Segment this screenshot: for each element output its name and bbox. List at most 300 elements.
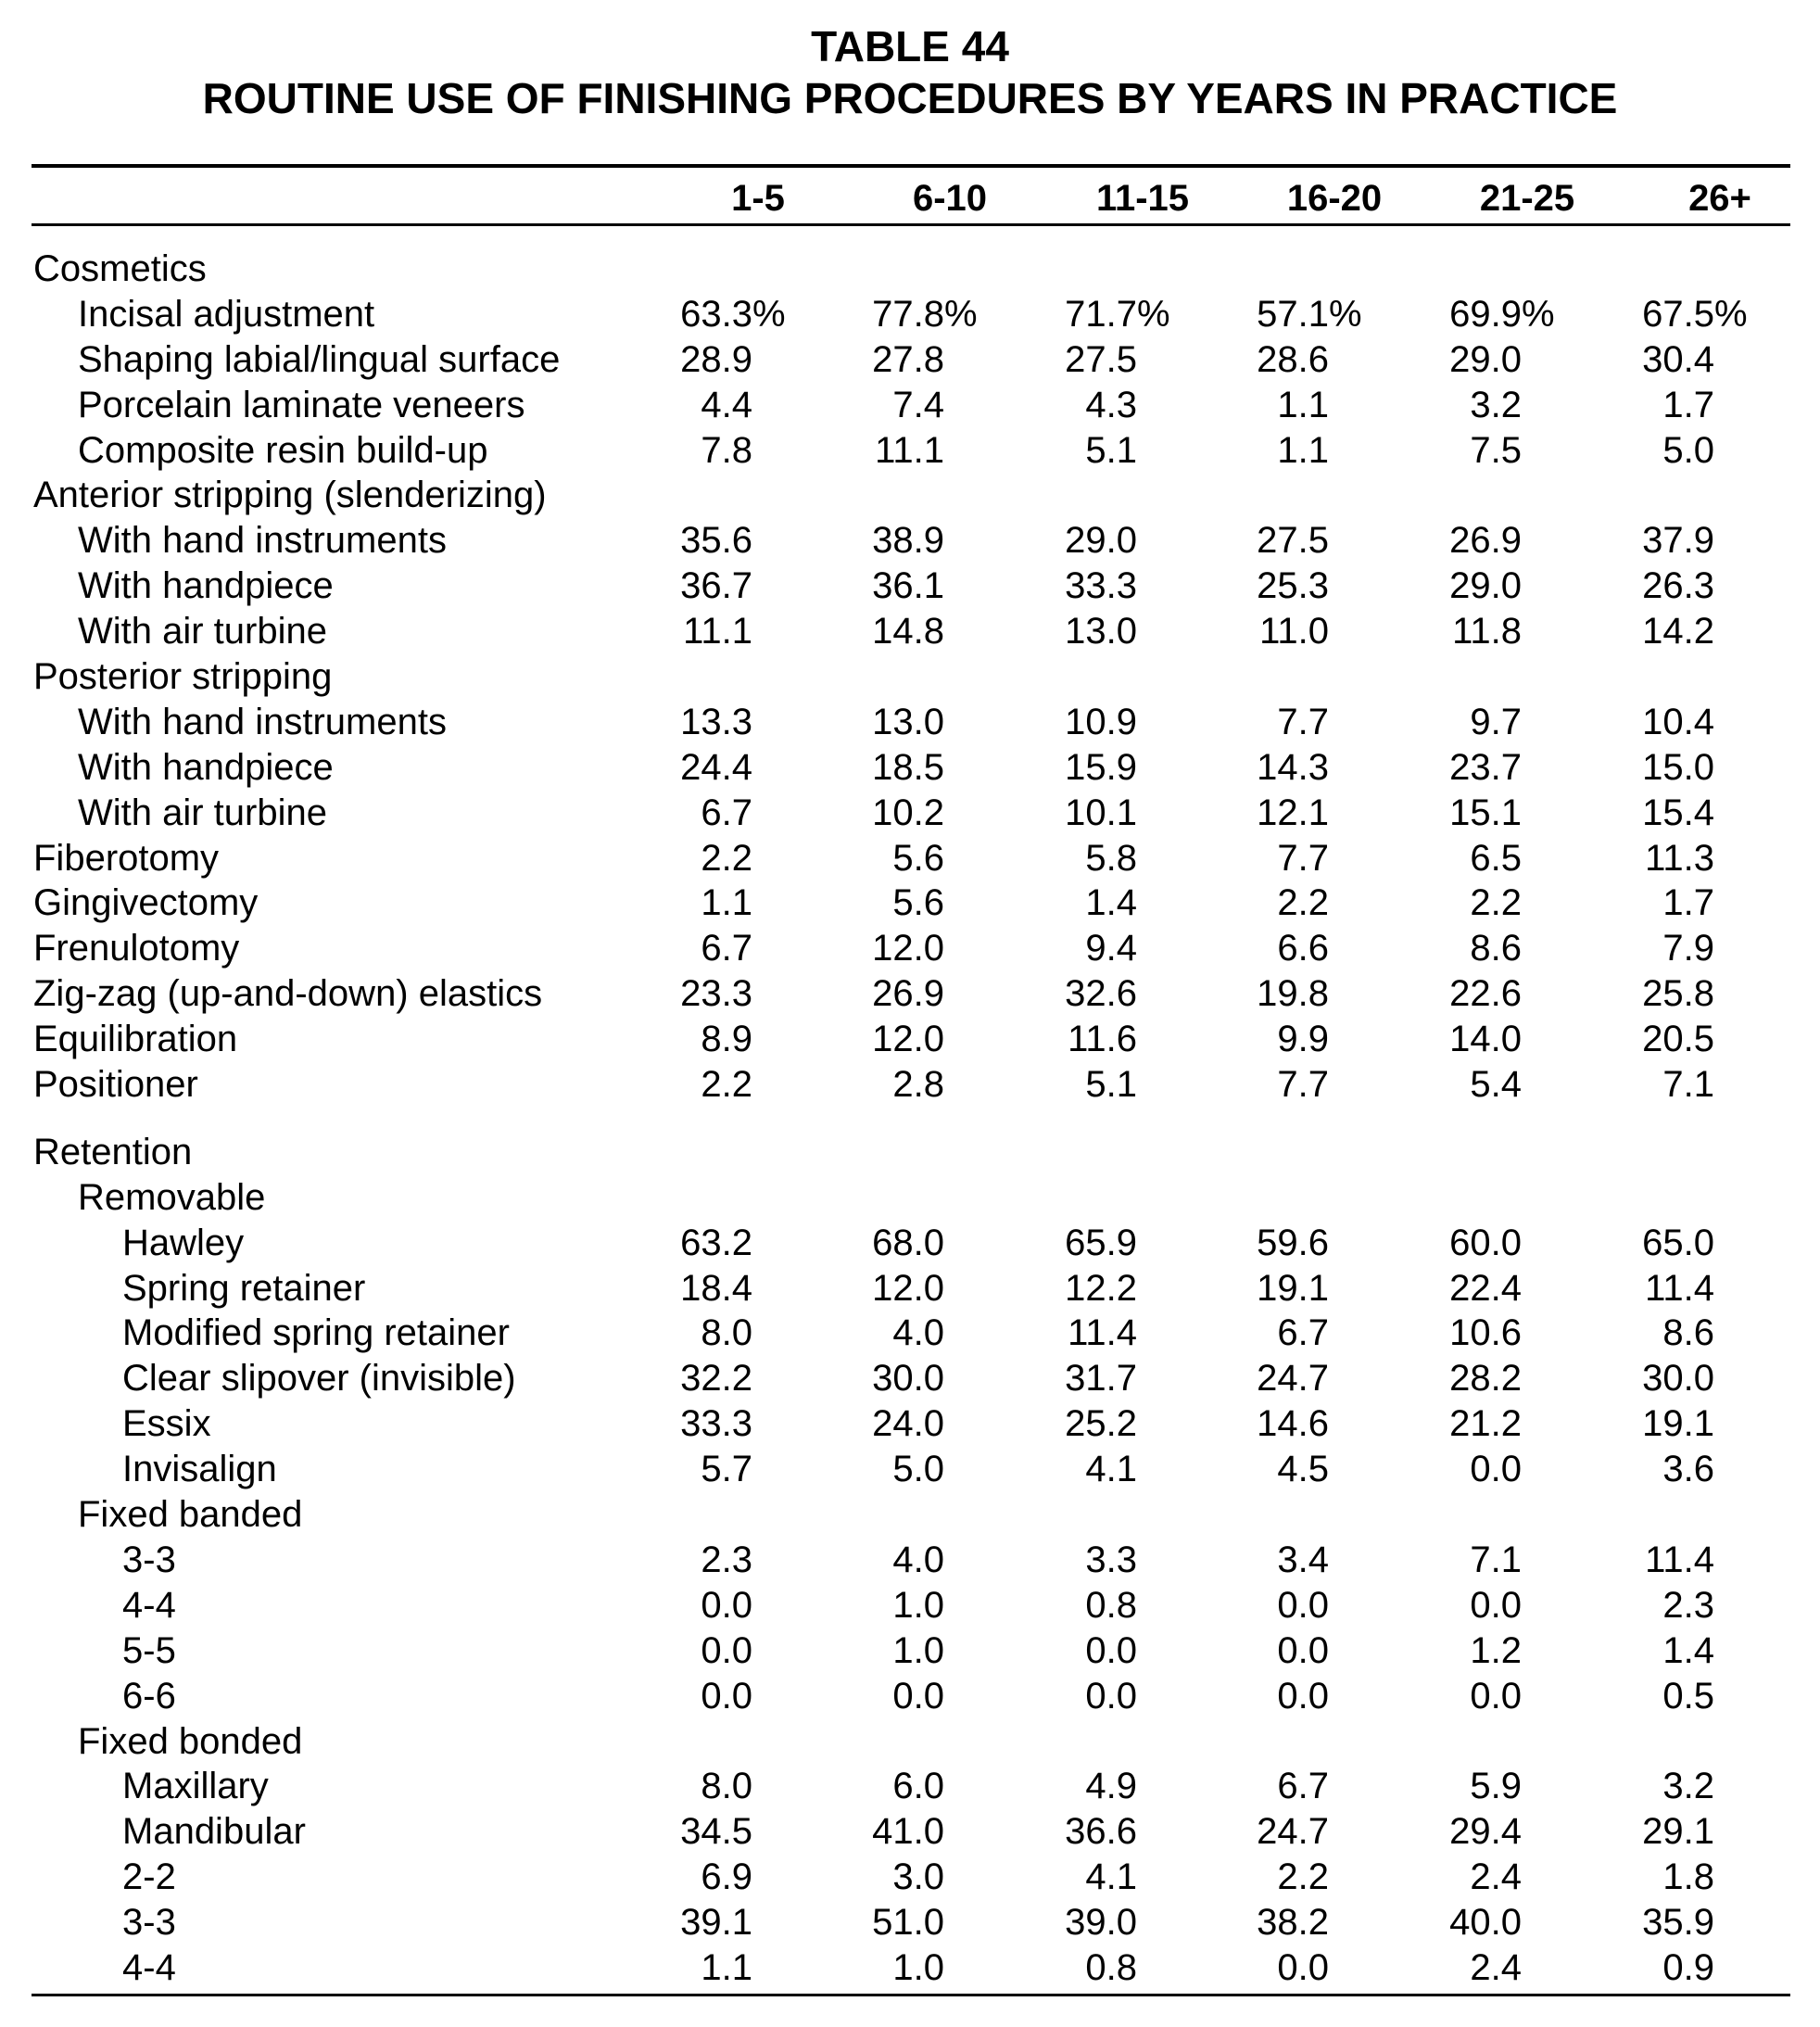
cell-value: 71.7: [1065, 293, 1137, 335]
table-cell: [1177, 926, 1362, 971]
section-heading-row: [0, 473, 1820, 518]
table-cell: [1370, 1266, 1555, 1311]
table-cell: [600, 1674, 786, 1719]
cell-value: 2.2: [701, 1064, 752, 1106]
table-cell: [1370, 1674, 1555, 1719]
table-cell: [1562, 1583, 1748, 1628]
table-cell: [1370, 564, 1555, 609]
table-row: [0, 1900, 1820, 1945]
cell-value: 5.0: [1662, 429, 1714, 471]
table-cell: [792, 1900, 978, 1945]
table-cell: [1562, 1017, 1748, 1062]
table-cell: [1370, 791, 1555, 836]
cell-value: 21.2: [1449, 1403, 1522, 1445]
table-cell: [1177, 609, 1362, 654]
table-row: [0, 428, 1820, 474]
cell-value: 7.8: [701, 429, 752, 471]
table-cell: [1177, 1945, 1362, 1991]
table-cell: [1562, 609, 1748, 654]
table-cell: [1177, 1017, 1362, 1062]
table-row: [0, 791, 1820, 836]
table-cell: [985, 292, 1170, 337]
table-cell: [792, 971, 978, 1017]
cell-value: 29.0: [1449, 565, 1522, 607]
cell-value: 1.1: [1277, 429, 1329, 471]
cell-value: 15.4: [1642, 792, 1714, 833]
table-cell: [985, 1017, 1170, 1062]
table-cell: [1177, 1583, 1362, 1628]
cell-value: 24.7: [1257, 1358, 1329, 1400]
cell-value: 69.9: [1449, 293, 1522, 335]
cell-value: 0.0: [701, 1584, 752, 1626]
table-cell: [985, 609, 1170, 654]
cell-value: 39.1: [680, 1902, 752, 1944]
table-cell: [600, 428, 786, 474]
row-label: Incisal adjustment: [78, 293, 375, 335]
table-cell: [1370, 1311, 1555, 1356]
cell-value: 0.0: [1277, 1629, 1329, 1671]
row-label: Gingivectomy: [33, 882, 259, 924]
table-cell: [600, 926, 786, 971]
cell-value: 60.0: [1449, 1222, 1522, 1263]
cell-value: 63.3: [680, 293, 752, 335]
cell-value: 1.0: [892, 1629, 944, 1671]
table-cell: [792, 518, 978, 564]
cell-value: 2.2: [1277, 882, 1329, 924]
table-row: [0, 609, 1820, 654]
cell-value: 11.4: [1645, 1539, 1714, 1580]
cell-value: 19.1: [1642, 1403, 1714, 1445]
table-cell: [1370, 971, 1555, 1017]
table-cell: [1562, 745, 1748, 791]
table-cell: [985, 745, 1170, 791]
cell-value: 11.8: [1452, 611, 1522, 652]
table-cell: [1370, 1900, 1555, 1945]
cell-value: 11.1: [683, 611, 752, 652]
row-label: With handpiece: [78, 565, 334, 607]
cell-value: 11.6: [1068, 1019, 1137, 1060]
cell-value: 65.9: [1065, 1222, 1137, 1263]
row-label: Fixed bonded: [78, 1720, 303, 1762]
table-cell: [985, 1900, 1170, 1945]
table-cell: [1562, 564, 1748, 609]
cell-value: 0.0: [1085, 1629, 1137, 1671]
cell-value: 5.9: [1470, 1766, 1522, 1807]
table-cell: [792, 880, 978, 926]
table-cell: [1370, 383, 1555, 428]
cell-value: 28.6: [1257, 338, 1329, 380]
cell-value: 2.3: [1662, 1584, 1714, 1626]
table-cell: [792, 383, 978, 428]
cell-value: 1.7: [1662, 882, 1714, 924]
table-cell: [600, 564, 786, 609]
section-heading-row: [0, 1175, 1820, 1221]
table-cell: [985, 1628, 1170, 1674]
cell-value: 14.0: [1449, 1019, 1522, 1060]
table-cell: [1370, 1447, 1555, 1492]
table-cell: [1370, 428, 1555, 474]
table-row: [0, 1356, 1820, 1401]
cell-value: 22.6: [1449, 973, 1522, 1015]
table-cell: [600, 1062, 786, 1108]
row-label: Invisalign: [122, 1449, 277, 1490]
cell-value: 0.8: [1085, 1584, 1137, 1626]
table-number: TABLE 44: [811, 22, 1009, 70]
table-cell: [600, 1356, 786, 1401]
cell-value: 29.0: [1449, 338, 1522, 380]
table-cell: [1562, 971, 1748, 1017]
table-cell: [1562, 1356, 1748, 1401]
cell-value: 67.5: [1642, 293, 1714, 335]
table-cell: [1370, 292, 1555, 337]
table-row: [0, 1538, 1820, 1583]
table-cell: [1370, 1855, 1555, 1900]
column-header: 16-20: [1286, 178, 1383, 219]
table-cell: [1370, 518, 1555, 564]
cell-value: 0.0: [1085, 1675, 1137, 1717]
column-header: 11-15: [1095, 178, 1190, 219]
table-cell: [600, 1628, 786, 1674]
table-cell: [1562, 1674, 1748, 1719]
table-cell: [1177, 1356, 1362, 1401]
table-row: [0, 1809, 1820, 1855]
cell-value: 7.7: [1277, 701, 1329, 742]
cell-value: 3.3: [1085, 1539, 1137, 1580]
table-cell: [792, 337, 978, 383]
row-label: 5-5: [122, 1629, 176, 1671]
table-cell: [1177, 880, 1362, 926]
cell-value: 11.4: [1068, 1312, 1137, 1354]
table-cell: [1370, 1809, 1555, 1855]
cell-value: 7.5: [1470, 429, 1522, 471]
cell-value: 15.0: [1642, 746, 1714, 788]
table-cell: [1562, 518, 1748, 564]
row-label: Equilibration: [33, 1019, 238, 1060]
table-cell: [985, 1356, 1170, 1401]
table-cell: [1177, 700, 1362, 745]
table-row: [0, 1583, 1820, 1628]
cell-value: 9.4: [1085, 928, 1137, 969]
cell-value: 0.0: [892, 1675, 944, 1717]
table-cell: [1177, 428, 1362, 474]
table-cell: [600, 1900, 786, 1945]
cell-value: 28.9: [680, 338, 752, 380]
cell-value: 25.8: [1642, 973, 1714, 1015]
section-heading-row: [0, 1492, 1820, 1538]
cell-value: 6.0: [892, 1766, 944, 1807]
cell-value: 6.7: [1277, 1766, 1329, 1807]
cell-value: 25.2: [1065, 1403, 1137, 1445]
table-cell: [792, 1401, 978, 1447]
table-row: [0, 1855, 1820, 1900]
table-row: [0, 926, 1820, 971]
table-cell: [792, 1674, 978, 1719]
table-cell: [1562, 1401, 1748, 1447]
table-row: [0, 1311, 1820, 1356]
cell-value: 14.6: [1257, 1403, 1329, 1445]
cell-value: 4.0: [892, 1312, 944, 1354]
table-cell: [792, 1356, 978, 1401]
table-row: [0, 971, 1820, 1017]
cell-value: 0.0: [1277, 1675, 1329, 1717]
cell-suffix: %: [1329, 293, 1362, 335]
cell-value: 4.9: [1085, 1766, 1137, 1807]
cell-value: 57.1: [1257, 293, 1329, 335]
cell-value: 0.0: [1277, 1584, 1329, 1626]
cell-value: 1.2: [1470, 1629, 1522, 1671]
table-title: [0, 20, 1820, 124]
table-cell: [792, 1017, 978, 1062]
row-label: Maxillary: [122, 1766, 269, 1807]
table-cell: [985, 518, 1170, 564]
table-cell: [600, 836, 786, 881]
cell-value: 0.9: [1662, 1946, 1714, 1988]
cell-value: 40.0: [1449, 1902, 1522, 1944]
cell-value: 26.3: [1642, 565, 1714, 607]
cell-value: 1.1: [701, 882, 752, 924]
table-cell: [985, 1945, 1170, 1991]
table-cell: [1562, 292, 1748, 337]
top-rule: [32, 164, 1790, 168]
cell-value: 32.6: [1065, 973, 1137, 1015]
table-row: [0, 1266, 1820, 1311]
table-row: [0, 564, 1820, 609]
table-row: [0, 745, 1820, 791]
cell-value: 31.7: [1065, 1358, 1137, 1400]
cell-value: 3.2: [1470, 384, 1522, 425]
table-cell: [985, 1809, 1170, 1855]
table-row: [0, 337, 1820, 383]
table-cell: [600, 745, 786, 791]
table-cell: [600, 337, 786, 383]
table-cell: [600, 880, 786, 926]
table-cell: [792, 700, 978, 745]
table-row: [0, 1764, 1820, 1809]
table-cell: [1562, 428, 1748, 474]
cell-value: 1.1: [1277, 384, 1329, 425]
cell-value: 4.0: [892, 1539, 944, 1580]
table-row: [0, 383, 1820, 428]
cell-value: 26.9: [872, 973, 944, 1015]
row-label: Zig-zag (up-and-down) elastics: [33, 973, 543, 1015]
cell-value: 38.9: [872, 520, 944, 562]
cell-value: 14.2: [1642, 611, 1714, 652]
table-cell: [1562, 791, 1748, 836]
table-cell: [792, 1062, 978, 1108]
table-cell: [1562, 1809, 1748, 1855]
table-cell: [792, 1311, 978, 1356]
table-row: [0, 1401, 1820, 1447]
table-cell: [1177, 1062, 1362, 1108]
cell-value: 30.4: [1642, 338, 1714, 380]
cell-value: 1.8: [1662, 1856, 1714, 1898]
column-header: 21-25: [1479, 178, 1575, 219]
row-label: With air turbine: [78, 792, 327, 833]
cell-value: 35.9: [1642, 1902, 1714, 1944]
table-cell: [985, 1221, 1170, 1266]
table-cell: [1562, 337, 1748, 383]
cell-value: 2.2: [701, 837, 752, 879]
table-cell: [1177, 1764, 1362, 1809]
cell-value: 36.6: [1065, 1811, 1137, 1853]
table-cell: [1562, 1945, 1748, 1991]
cell-value: 30.0: [872, 1358, 944, 1400]
cell-value: 68.0: [872, 1222, 944, 1263]
table-cell: [1177, 1900, 1362, 1945]
table-cell: [985, 1401, 1170, 1447]
table-cell: [1370, 609, 1555, 654]
cell-value: 5.6: [892, 837, 944, 879]
cell-value: 11.3: [1645, 837, 1714, 879]
row-label: With hand instruments: [78, 701, 447, 742]
row-label: 4-4: [122, 1584, 176, 1626]
table-cell: [600, 1583, 786, 1628]
cell-value: 1.4: [1662, 1629, 1714, 1671]
cell-value: 10.2: [872, 792, 944, 833]
table-cell: [792, 609, 978, 654]
cell-value: 11.4: [1645, 1267, 1714, 1309]
row-label: 2-2: [122, 1856, 176, 1898]
table-row: [0, 1062, 1820, 1108]
cell-value: 19.1: [1257, 1267, 1329, 1309]
bottom-rule: [32, 1994, 1790, 1996]
row-label: Cosmetics: [33, 248, 207, 289]
table-row: [0, 1447, 1820, 1492]
cell-value: 5.4: [1470, 1064, 1522, 1106]
table-row: [0, 836, 1820, 881]
table-row: [0, 292, 1820, 337]
cell-value: 27.8: [872, 338, 944, 380]
table-cell: [792, 1809, 978, 1855]
cell-value: 13.0: [1065, 611, 1137, 652]
table-cell: [600, 518, 786, 564]
table-cell: [792, 1583, 978, 1628]
table-cell: [1562, 1628, 1748, 1674]
cell-value: 27.5: [1257, 520, 1329, 562]
row-label: Porcelain laminate veneers: [78, 384, 525, 425]
column-header-row: [0, 176, 1820, 221]
table-cell: [1177, 971, 1362, 1017]
cell-value: 7.7: [1277, 837, 1329, 879]
table-cell: [1370, 1221, 1555, 1266]
cell-value: 6.9: [701, 1856, 752, 1898]
table-cell: [1177, 1447, 1362, 1492]
table-cell: [1177, 518, 1362, 564]
table-cell: [600, 383, 786, 428]
cell-value: 1.1: [701, 1946, 752, 1988]
table-cell: [792, 564, 978, 609]
cell-value: 2.3: [701, 1539, 752, 1580]
table-cell: [1370, 1017, 1555, 1062]
row-label: Retention: [33, 1131, 193, 1172]
table-cell: [1562, 383, 1748, 428]
table-cell: [600, 1017, 786, 1062]
table-cell: [600, 1401, 786, 1447]
table-cell: [985, 1266, 1170, 1311]
cell-value: 7.1: [1662, 1064, 1714, 1106]
table-cell: [792, 791, 978, 836]
cell-value: 14.8: [872, 611, 944, 652]
cell-value: 29.1: [1642, 1811, 1714, 1853]
cell-value: 12.0: [872, 1019, 944, 1060]
table-cell: [1562, 1062, 1748, 1108]
cell-value: 8.0: [701, 1766, 752, 1807]
row-label: Fiberotomy: [33, 837, 220, 879]
table-cell: [1177, 1266, 1362, 1311]
cell-value: 8.6: [1470, 928, 1522, 969]
table-row: [0, 1017, 1820, 1062]
cell-value: 5.6: [892, 882, 944, 924]
row-label: 4-4: [122, 1946, 176, 1988]
table-cell: [792, 1855, 978, 1900]
cell-value: 0.0: [1470, 1584, 1522, 1626]
table-cell: [1562, 1764, 1748, 1809]
cell-value: 6.5: [1470, 837, 1522, 879]
table-cell: [1177, 1855, 1362, 1900]
cell-suffix: %: [1522, 293, 1555, 335]
row-label: Shaping labial/lingual surface: [78, 338, 561, 380]
row-label: Fixed banded: [78, 1494, 303, 1536]
table-cell: [1370, 745, 1555, 791]
table-row: [0, 1674, 1820, 1719]
row-label: Posterior stripping: [33, 656, 333, 698]
cell-value: 65.0: [1642, 1222, 1714, 1263]
cell-value: 13.3: [680, 701, 752, 742]
cell-value: 27.5: [1065, 338, 1137, 380]
cell-value: 4.3: [1085, 384, 1137, 425]
cell-value: 9.9: [1277, 1019, 1329, 1060]
cell-suffix: %: [1137, 293, 1170, 335]
table-row: [0, 700, 1820, 745]
table-cell: [1177, 383, 1362, 428]
table-row: [0, 1945, 1820, 1991]
table-cell: [792, 745, 978, 791]
table-cell: [1562, 1855, 1748, 1900]
table-cell: [1177, 1628, 1362, 1674]
cell-value: 2.8: [892, 1064, 944, 1106]
cell-value: 12.0: [872, 928, 944, 969]
cell-value: 5.7: [701, 1449, 752, 1490]
table-cell: [985, 971, 1170, 1017]
table-cell: [985, 1674, 1170, 1719]
cell-value: 15.9: [1065, 746, 1137, 788]
cell-value: 41.0: [872, 1811, 944, 1853]
table-cell: [600, 1809, 786, 1855]
row-label: Modified spring retainer: [122, 1312, 510, 1354]
table-cell: [985, 880, 1170, 926]
table-cell: [1370, 1356, 1555, 1401]
column-header: 6-10: [912, 178, 988, 219]
row-label: With hand instruments: [78, 520, 447, 562]
cell-value: 77.8: [872, 293, 944, 335]
table-cell: [985, 791, 1170, 836]
cell-value: 10.1: [1065, 792, 1137, 833]
cell-value: 3.0: [892, 1856, 944, 1898]
cell-value: 30.0: [1642, 1358, 1714, 1400]
table-cell: [1370, 1062, 1555, 1108]
section-heading-row: [0, 247, 1820, 292]
table-cell: [1177, 564, 1362, 609]
cell-suffix: %: [944, 293, 978, 335]
cell-value: 28.2: [1449, 1358, 1522, 1400]
cell-value: 2.4: [1470, 1946, 1522, 1988]
cell-value: 24.0: [872, 1403, 944, 1445]
row-label: With air turbine: [78, 611, 327, 652]
table-cell: [1562, 700, 1748, 745]
cell-value: 20.5: [1642, 1019, 1714, 1060]
cell-value: 7.4: [892, 384, 944, 425]
cell-value: 10.4: [1642, 701, 1714, 742]
